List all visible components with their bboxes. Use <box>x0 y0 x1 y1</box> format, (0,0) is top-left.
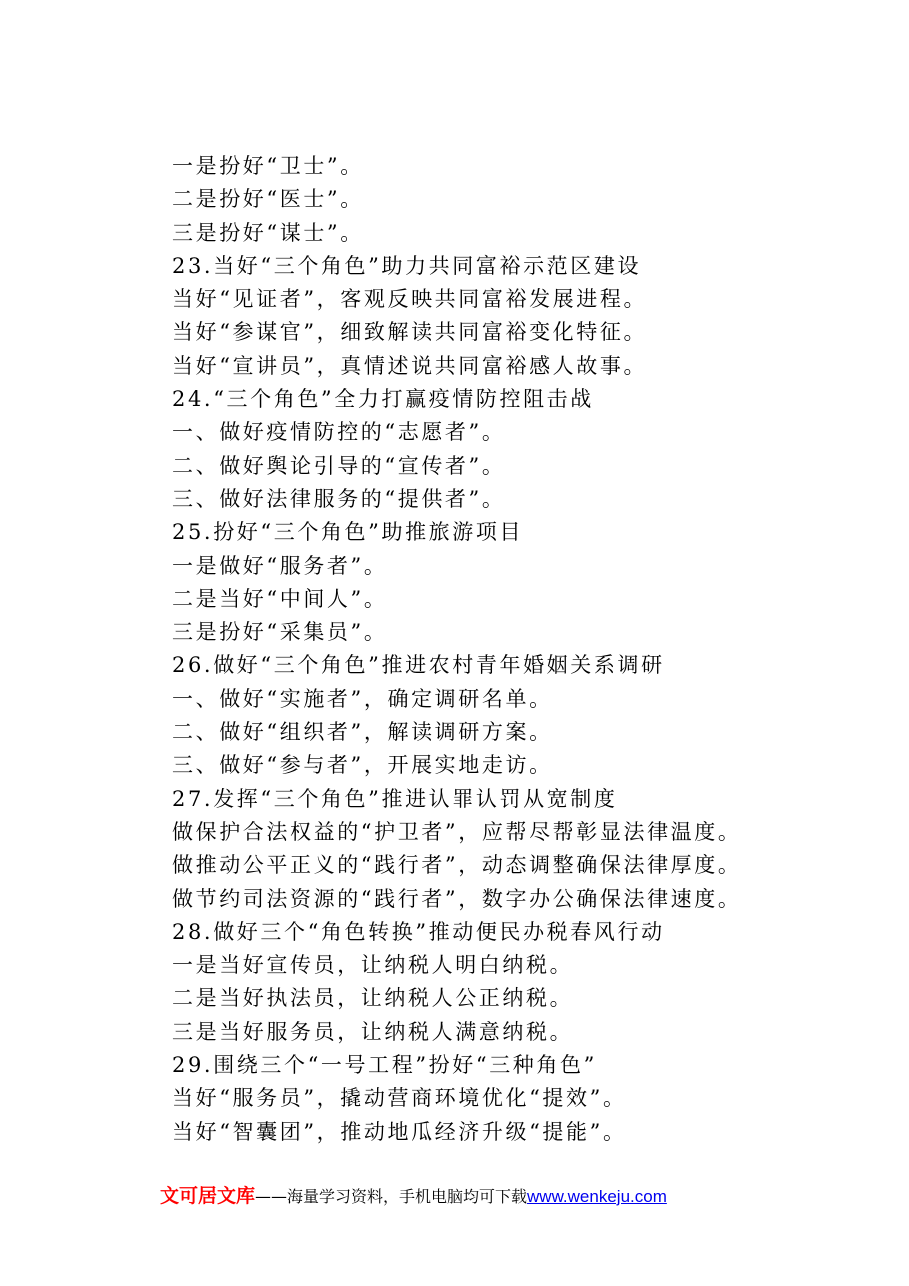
text-line: 一是做好“服务者”。 <box>172 553 388 578</box>
text-line: 一是扮好“卫士”。 <box>172 154 364 178</box>
page-footer <box>160 1181 800 1211</box>
document-body <box>172 150 812 1149</box>
section-heading: 29.围绕三个“一号工程”扮好“三种角色” <box>172 1053 597 1078</box>
text-line: 二是当好执法员，让纳税人公正纳税。 <box>172 986 574 1011</box>
text-line: 当好“见证者”，客观反映共同富裕发展进程。 <box>172 287 648 312</box>
footer-slogan: ——海量学习资料，手机电脑均可下载 <box>255 1187 528 1206</box>
section-heading: 28.做好三个“角色转换”推动便民办税春风行动 <box>172 919 665 944</box>
text-line: 一、做好“实施者”，确定调研名单。 <box>172 686 553 711</box>
section-heading: 23.当好“三个角色”助力共同富裕示范区建设 <box>172 253 642 278</box>
text-line: 当好“参谋官”，细致解读共同富裕变化特征。 <box>172 320 648 345</box>
text-line: 二是当好“中间人”。 <box>172 586 388 611</box>
text-line: 三是扮好“采集员”。 <box>172 620 388 645</box>
footer-website-link[interactable]: www.wenkeju.com <box>527 1187 667 1206</box>
text-line: 一、做好疫情防控的“志愿者”。 <box>172 420 506 445</box>
section-heading: 24.“三个角色”全力打赢疫情防控阻击战 <box>172 387 594 412</box>
text-line: 二、做好舆论引导的“宣传者”。 <box>172 453 506 478</box>
text-line: 当好“智囊团”，推动地瓜经济升级“提能”。 <box>172 1119 627 1144</box>
section-heading: 27.发挥“三个角色”推进认罪认罚从宽制度 <box>172 786 618 811</box>
text-line: 做推动公平正义的“践行者”，动态调整确保法律厚度。 <box>172 853 742 878</box>
text-line: 做节约司法资源的“践行者”，数字办公确保法律速度。 <box>172 886 742 911</box>
section-heading: 25.扮好“三个角色”助推旅游项目 <box>172 520 524 545</box>
footer-brand: 文可居文库 <box>160 1185 256 1207</box>
text-line: 做保护合法权益的“护卫者”，应帮尽帮彰显法律温度。 <box>172 819 742 844</box>
text-line: 三、做好“参与者”，开展实地走访。 <box>172 753 553 778</box>
text-line: 三是当好服务员，让纳税人满意纳税。 <box>172 1019 574 1044</box>
text-line: 二是扮好“医士”。 <box>172 187 364 212</box>
text-line: 二、做好“组织者”，解读调研方案。 <box>172 720 553 745</box>
text-line: 当好“服务员”，撬动营商环境优化“提效”。 <box>172 1086 627 1111</box>
text-line: 三、做好法律服务的“提供者”。 <box>172 486 506 511</box>
text-line: 当好“宣讲员”，真情述说共同富裕感人故事。 <box>172 353 648 378</box>
section-heading: 26.做好“三个角色”推进农村青年婚姻关系调研 <box>172 653 665 678</box>
text-line: 三是扮好“谋士”。 <box>172 220 364 245</box>
text-line: 一是当好宣传员，让纳税人明白纳税。 <box>172 953 574 978</box>
